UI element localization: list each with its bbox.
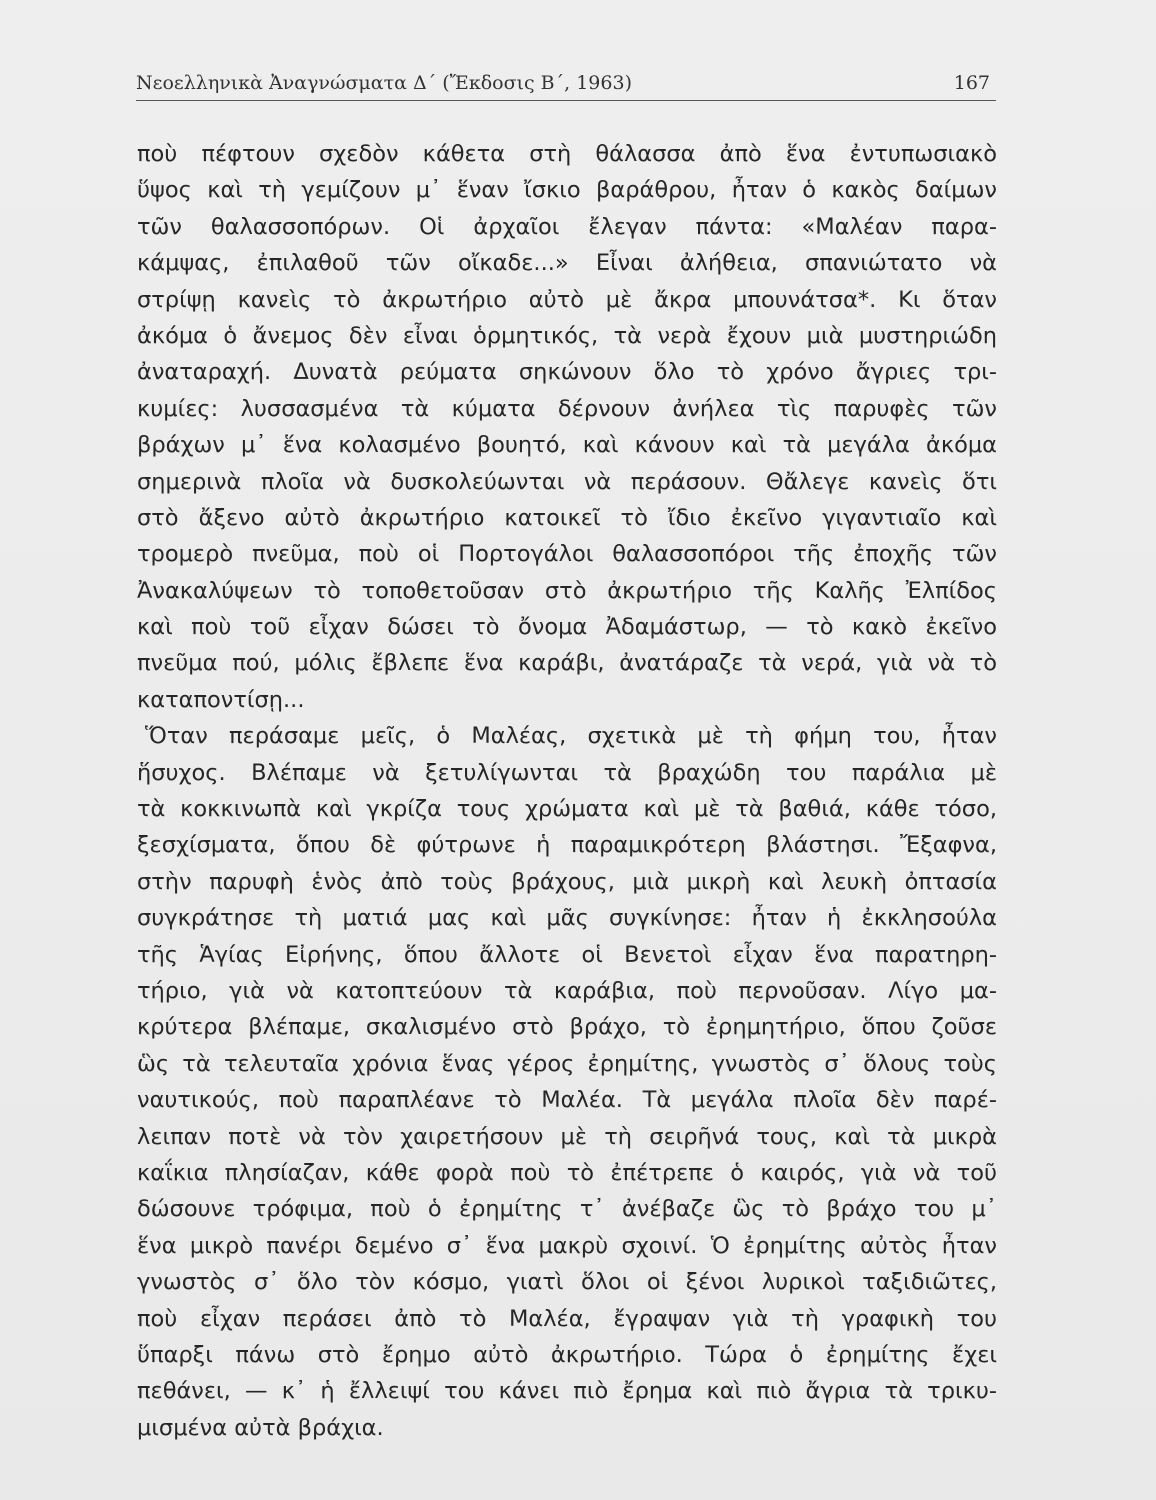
- text-line: ὕψος καὶ τὴ γεμίζουν μ᾽ ἕναν ἴσκιο βαράθρου, ἦταν ὁ κακὸς δαίμων: [137, 177, 997, 204]
- text-line: πεθάνει, — κ᾽ ἡ ἔλλειψί του κάνει πιὸ ἔρημα καὶ πιὸ ἄγρια τὰ τρικυ-: [137, 1378, 997, 1405]
- text-line: τῆς Ἁγίας Εἰρήνης, ὅπου ἄλλοτε οἱ Βενετοὶ εἶχαν ἕνα παρατηρη-: [137, 941, 997, 968]
- text-line: ποὺ πέφτουν σχεδὸν κάθετα στὴ θάλασσα ἀπὸ ἕνα ἐντυπωσιακὸ: [137, 141, 997, 167]
- text-line: πνεῦμα πού, μόλις ἔβλεπε ἕνα καράβι, ἀνατάραζε τὰ νερά, γιὰ νὰ τὸ: [137, 650, 997, 677]
- text-line: ὣς τὰ τελευταῖα χρόνια ἕνας γέρος ἐρημίτης, γνωστὸς σ᾽ ὅλους τοὺς: [137, 1050, 997, 1077]
- text-line: κάμψας, ἐπιλαθοῦ τῶν οἴκαδε...» Εἶναι ἀλήθεια, σπανιώτατο νὰ: [137, 250, 997, 277]
- text-line: βράχων μ᾽ ἕνα κολασμένο βουητό, καὶ κάνουν καὶ τὰ μεγάλα ἀκόμα: [137, 432, 997, 459]
- text-line: λειπαν ποτὲ νὰ τὸν χαιρετήσουν μὲ τὴ σειρῆνά τους, καὶ τὰ μικρὰ: [137, 1123, 997, 1150]
- text-line: καΐκια πλησίαζαν, κάθε φορὰ ποὺ τὸ ἐπέτρεπε ὁ καιρός, γιὰ νὰ τοῦ: [137, 1159, 997, 1186]
- text-line: ναυτικούς, ποὺ παραπλέανε τὸ Μαλέα. Τὰ μεγάλα πλοῖα δὲν παρέ-: [137, 1087, 997, 1114]
- text-line: τήριο, γιὰ νὰ κατοπτεύουν τὰ καράβια, ποὺ περνοῦσαν. Λίγο μα-: [137, 977, 997, 1004]
- text-line: ἥσυχος. Βλέπαμε νὰ ξετυλίγωνται τὰ βραχώδη του παράλια μὲ: [137, 759, 997, 786]
- text-line: κυμίες: λυσσασμένα τὰ κύματα δέρνουν ἀνήλεα τὶς παρυφὲς τῶν: [137, 395, 997, 422]
- running-header: [136, 66, 996, 101]
- text-line: ξεσχίσματα, ὅπου δὲ φύτρωνε ἡ παραμικρότερη βλάστησι. Ἔξαφνα,: [137, 832, 997, 859]
- text-line: ἕνα μικρὸ πανέρι δεμένο σ᾽ ἕνα μακρὺ σχοινί. Ὁ ἐρημίτης αὐτὸς ἦταν: [137, 1232, 997, 1259]
- text-line: Ὅταν περάσαμε μεῖς, ὁ Μαλέας, σχετικὰ μὲ τὴ φήμη του, ἦταν: [145, 723, 997, 750]
- text-line: συγκράτησε τὴ ματιά μας καὶ μᾶς συγκίνησε: ἦταν ἡ ἐκκλησούλα: [137, 905, 997, 932]
- text-line: κρύτερα βλέπαμε, σκαλισμένο στὸ βράχο, τὸ ἐρημητήριο, ὅπου ζοῦσε: [137, 1014, 997, 1041]
- text-line: στὴν παρυφὴ ἑνὸς ἀπὸ τοὺς βράχους, μιὰ μικρὴ καὶ λευκὴ ὀπτασία: [137, 868, 997, 895]
- text-line: ποὺ εἶχαν περάσει ἀπὸ τὸ Μαλέα, ἔγραψαν γιὰ τὴ γραφικὴ του: [137, 1305, 997, 1332]
- text-line: Ἀνακαλύψεων τὸ τοποθετοῦσαν στὸ ἀκρωτήριο τῆς Καλῆς Ἐλπίδος: [137, 577, 997, 604]
- text-line: στὸ ἄξενο αὐτὸ ἀκρωτήριο κατοικεῖ τὸ ἴδιο ἐκεῖνο γιγαντιαῖο καὶ: [137, 504, 997, 531]
- body-text: [137, 136, 997, 1446]
- text-line: ὕπαρξι πάνω στὸ ἔρημο αὐτὸ ἀκρωτήριο. Τώρα ὁ ἐρημίτης ἔχει: [137, 1341, 997, 1368]
- text-line: στρίψῃ κανεὶς τὸ ἀκρωτήριο αὐτὸ μὲ ἄκρα μπουνάτσα*. Κι ὅταν: [137, 286, 997, 313]
- page-number: 167: [953, 72, 990, 94]
- text-line: δώσουνε τρόφιμα, ποὺ ὁ ἐρημίτης τ᾽ ἀνέβαζε ὣς τὸ βράχο του μ᾽: [137, 1196, 997, 1223]
- text-line: καὶ ποὺ τοῦ εἶχαν δώσει τὸ ὄνομα Ἀδαμάστωρ, — τὸ κακὸ ἐκεῖνο: [137, 614, 997, 641]
- text-line: μισμένα αὐτὰ βράχια.: [137, 1414, 384, 1441]
- header-title: Νεοελληνικὰ Ἀναγνώσματα Δ΄ (Ἔκδοσις Β΄, 1963): [136, 72, 632, 94]
- text-line: γνωστὸς σ᾽ ὅλο τὸν κόσμο, γιατὶ ὅλοι οἱ ξένοι λυρικοὶ ταξιδιῶτες,: [137, 1269, 997, 1296]
- text-line: τρομερὸ πνεῦμα, ποὺ οἱ Πορτογάλοι θαλασσοπόροι τῆς ἐποχῆς τῶν: [137, 541, 997, 568]
- text-line: ἀναταραχή. Δυνατὰ ρεύματα σηκώνουν ὅλο τὸ χρόνο ἄγριες τρι-: [137, 359, 997, 386]
- text-line: καταποντίσῃ...: [137, 686, 305, 713]
- text-line: τὰ κοκκινωπὰ καὶ γκρίζα τους χρώματα καὶ μὲ τὰ βαθιά, κάθε τόσο,: [137, 796, 997, 823]
- text-line: τῶν θαλασσοπόρων. Οἱ ἀρχαῖοι ἔλεγαν πάντα: «Μαλέαν παρα-: [137, 213, 997, 240]
- text-line: σημερινὰ πλοῖα νὰ δυσκολεύωνται νὰ περάσουν. Θἄλεγε κανεὶς ὅτι: [137, 468, 997, 495]
- text-line: ἀκόμα ὁ ἄνεμος δὲν εἶναι ὁρμητικός, τὰ νερὰ ἔχουν μιὰ μυστηριώδη: [137, 322, 997, 349]
